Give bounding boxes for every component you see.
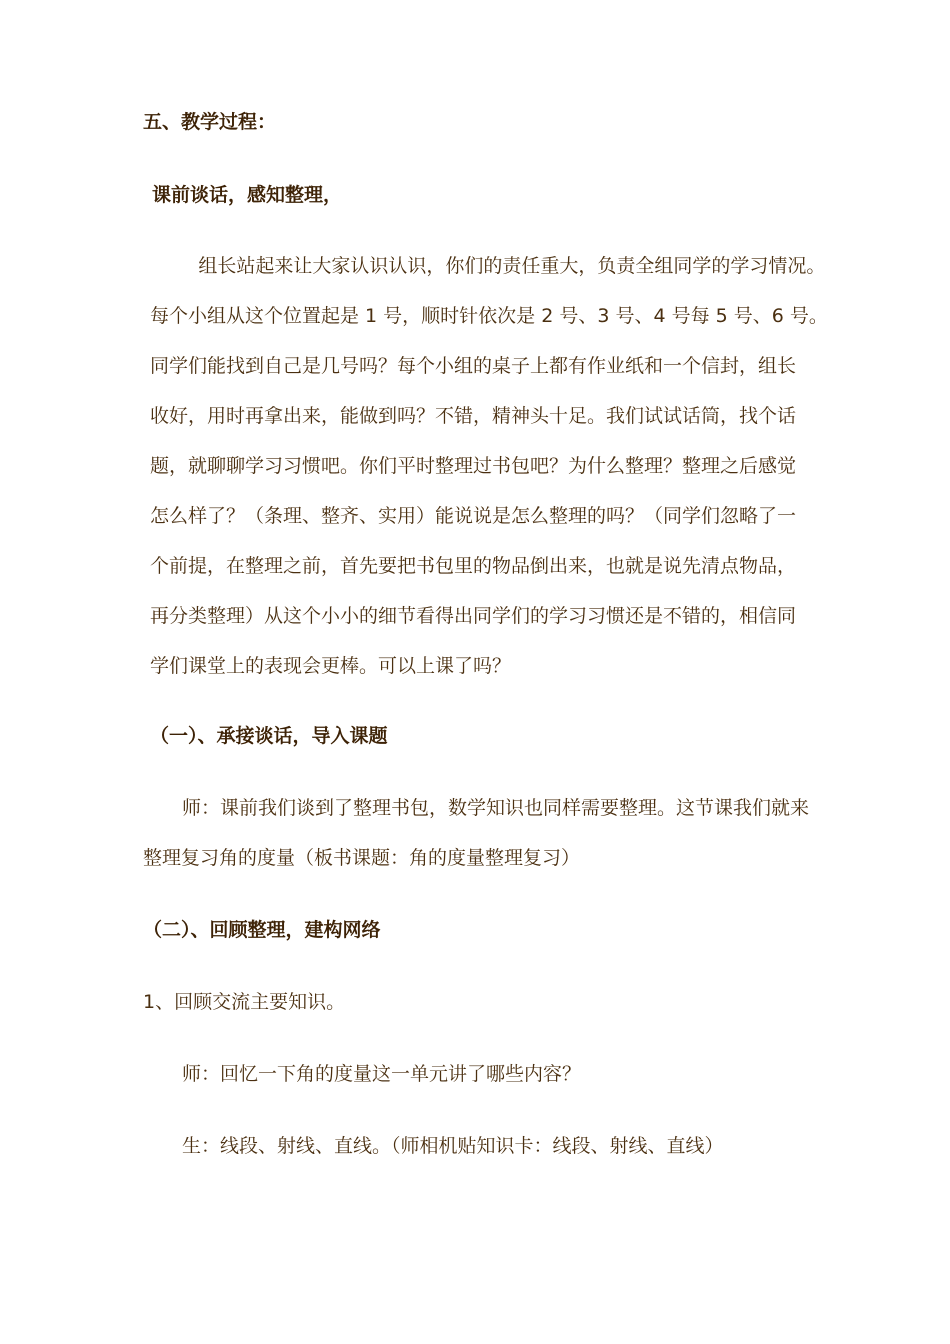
paragraph-line: 每个小组从这个位置起是 1 号，顺时针依次是 2 号、3 号、4 号每 5 号、6 号。 (150, 305, 828, 327)
paragraph-line: 同学们能找到自己是几号吗？每个小组的桌子上都有作业纸和一个信封，组长 (150, 355, 797, 377)
paragraph-line: 题，就聊聊学习习惯吧。你们平时整理过书包吧？为什么整理？整理之后感觉 (150, 455, 797, 477)
teacher-intro-line-1: 师：课前我们谈到了整理书包，数学知识也同样需要整理。这节课我们就来 (182, 797, 810, 819)
teacher-intro-line-2: 整理复习角的度量（板书课题：角的度量整理复习） (143, 847, 581, 869)
subheading-part-one: （一）、承接谈话，导入课题 (150, 725, 388, 747)
paragraph-line: 个前提，在整理之前，首先要把书包里的物品倒出来，也就是说先清点物品， (150, 555, 797, 577)
subheading-part-two: （二）、回顾整理，建构网络 (143, 919, 381, 941)
teacher-question: 师：回忆一下角的度量这一单元讲了哪些内容？ (182, 1063, 582, 1085)
paragraph-line: 学们课堂上的表现会更棒。可以上课了吗？ (150, 655, 512, 677)
subheading-pre-class-talk: 课前谈话，感知整理， (152, 184, 343, 206)
paragraph-line: 再分类整理）从这个小小的细节看得出同学们的学习习惯还是不错的，相信同 (150, 605, 797, 627)
paragraph-line: 怎么样了？（条理、整齐、实用）能说说是怎么整理的吗？（同学们忽略了一 (150, 505, 797, 527)
list-item-review: 1、回顾交流主要知识。 (143, 991, 346, 1013)
pre-class-paragraph (150, 254, 828, 704)
paragraph-line: 收好，用时再拿出来，能做到吗？不错，精神头十足。我们试试话筒，找个话 (150, 405, 797, 427)
section-heading-teaching-process: 五、教学过程： (143, 111, 277, 133)
student-answer: 生：线段、射线、直线。（师相机贴知识卡：线段、射线、直线） (182, 1135, 724, 1157)
paragraph-line: 组长站起来让大家认识认识，你们的责任重大，负责全组同学的学习情况。 (150, 255, 826, 277)
